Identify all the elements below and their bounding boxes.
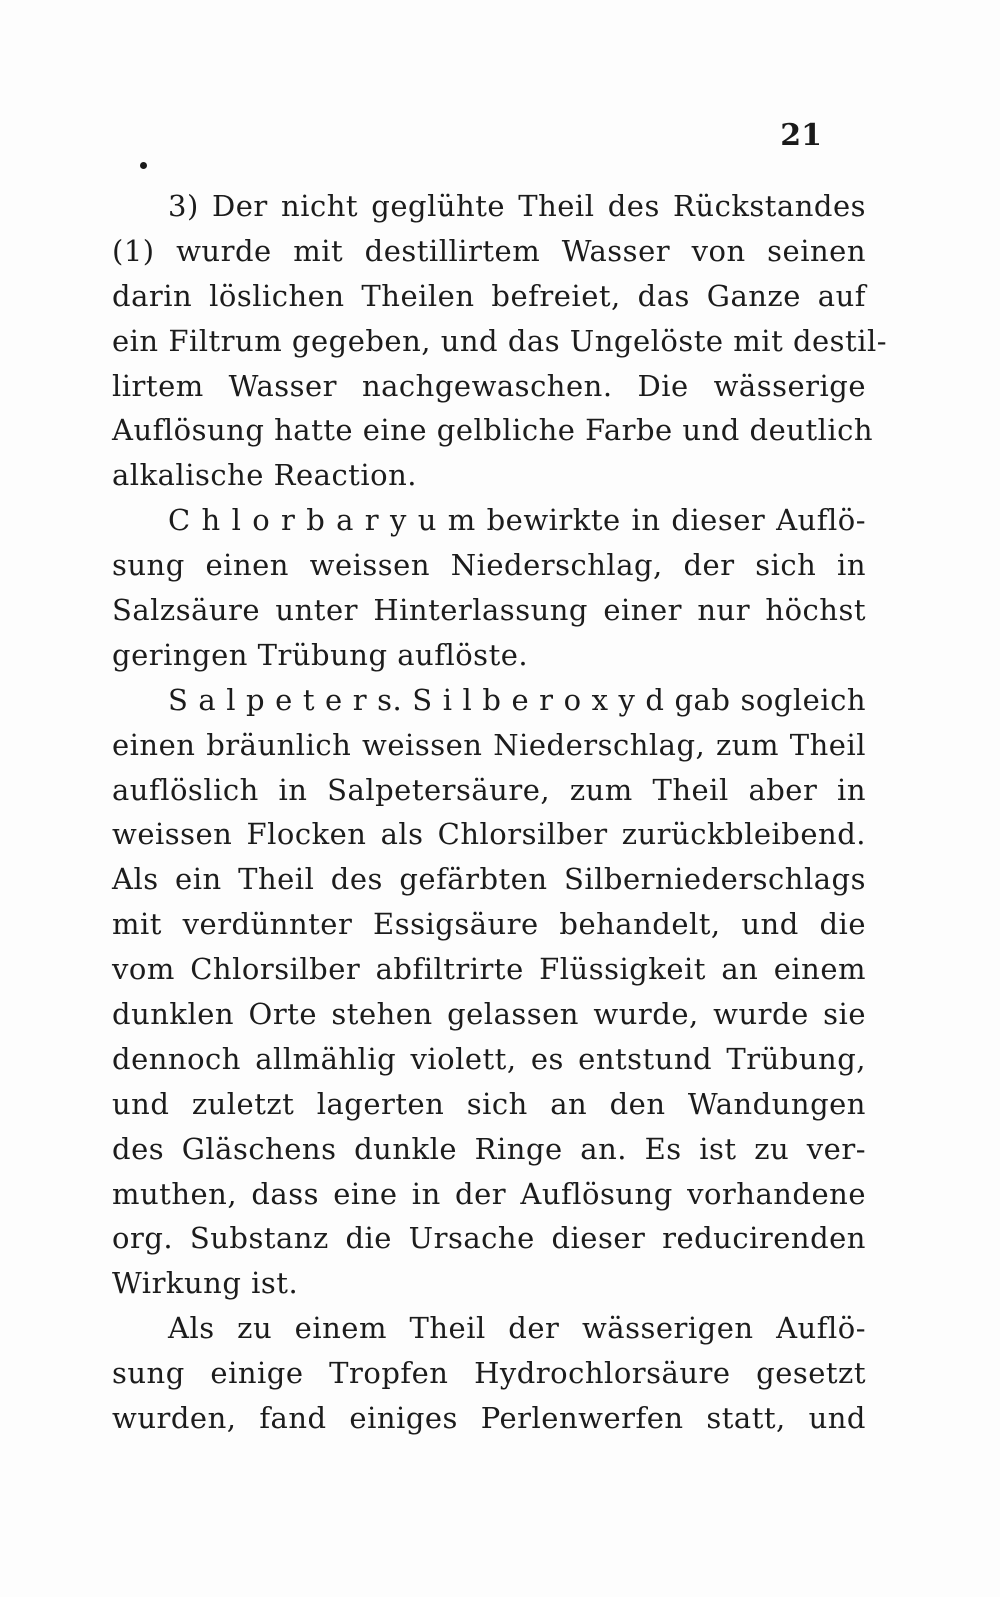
text-line: mit verdünnter Essigsäure behandelt, und die (112, 907, 866, 942)
text-line: 3) Der nicht geglühte Theil des Rückstandes (168, 189, 866, 223)
text-line: alkalische Reaction. (112, 458, 417, 493)
text-line: wurden, fand einiges Perlenwerfen statt, und (112, 1401, 866, 1436)
text-line: einen bräunlich weissen Niederschlag, zum Theil (112, 727, 866, 762)
text-line: dennoch allmählig violett, es entstund Trübung, (112, 1041, 866, 1076)
ink-speck (140, 162, 147, 169)
text-line: lirtem Wasser nachgewaschen. Die wässerige (112, 368, 866, 403)
text-line: des Gläschens dunkle Ringe an. Es ist zu ver- (112, 1131, 866, 1166)
text-line: org. Substanz die Ursache dieser reducirenden (112, 1221, 866, 1256)
text-line: Wirkung ist. (112, 1266, 299, 1301)
text-line: (1) wurde mit destillirtem Wasser von seinen (112, 233, 866, 268)
text-line: Salzsäure unter Hinterlassung einer nur höchst (112, 593, 866, 628)
text-line: sung einen weissen Niederschlag, der sich in (112, 548, 866, 583)
text-line: weissen Flocken als Chlorsilber zurückbleibend. (112, 817, 866, 852)
text-line: vom Chlorsilber abfiltrirte Flüssigkeit an einem (112, 952, 866, 987)
text-line: Auflösung hatte eine gelbliche Farbe und deutlich (112, 413, 874, 448)
text-line: geringen Trübung auflöste. (112, 637, 529, 672)
text-line: ein Filtrum gegeben, und das Ungelöste mit destil- (112, 323, 888, 358)
body-text (112, 184, 888, 1441)
text-line: und zuletzt lagerten sich an den Wandungen (112, 1086, 866, 1121)
text-line: dunklen Orte stehen gelassen wurde, wurde sie (112, 997, 866, 1032)
text-line: Als ein Theil des gefärbten Silberniederschlags (112, 862, 866, 897)
text-line: darin löslichen Theilen befreiet, das Ganze auf (112, 278, 866, 313)
text-line: auflöslich in Salpetersäure, zum Theil aber in (112, 772, 866, 807)
text-line: Als zu einem Theil der wässerigen Auflö- (168, 1311, 866, 1346)
text-line: S a l p e t e r s. S i l b e r o x y d gab sogleich (168, 682, 866, 717)
text-line: muthen, dass eine in der Auflösung vorhandene (112, 1176, 866, 1211)
text-line: C h l o r b a r y u m bewirkte in dieser Auflö- (168, 503, 866, 538)
text-line: sung einige Tropfen Hydrochlorsäure gesetzt (112, 1356, 866, 1391)
page-number: 21 (780, 118, 822, 153)
